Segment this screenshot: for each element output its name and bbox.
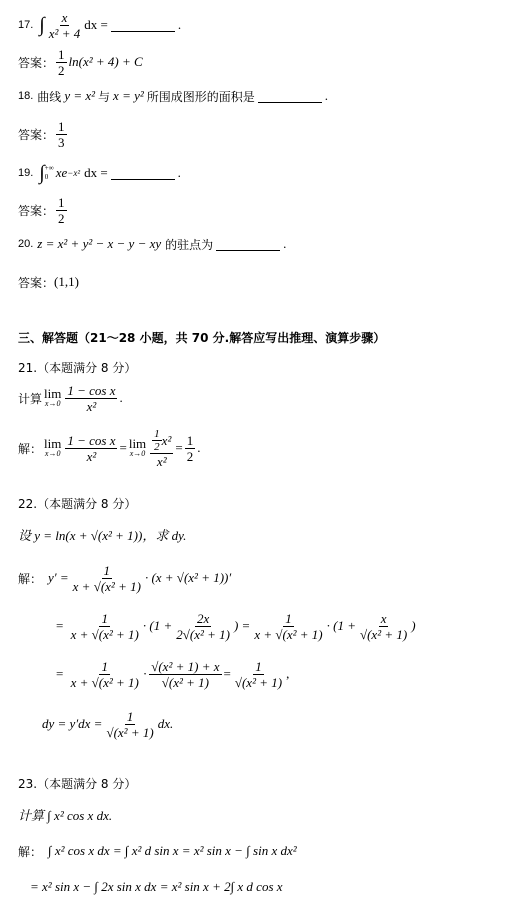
q17-blank	[111, 19, 175, 32]
q19-answer: 答案： $\frac{1}{2}$	[18, 194, 65, 226]
q23-line1: 解： ∫ x² cos x dx = ∫ x² d sin x = x² sin x − ∫ sin x dx²	[18, 843, 297, 859]
q18-answer: 答案： $\frac{1}{3}$	[18, 118, 65, 150]
q17-answer-label: 答案：	[18, 55, 55, 70]
q17-answer-coef: $\frac{1}{2}$	[58, 46, 65, 78]
q21-mid-frac: $\frac{1}{2}$ x² x²	[150, 428, 173, 469]
q22-line1: 解： y′ = $\frac{1}{\text{x + √(x² + 1)}}$ · (x + √(x² + 1))′	[18, 562, 232, 594]
q21-limit: lim x→0	[44, 386, 62, 408]
q22-header: 22.（本题满分 8 分）	[18, 496, 137, 511]
q21-prompt: 计算 lim x→0 $\frac{\text{1 − cos x}}{\text{x²}}$ .	[18, 382, 123, 414]
q17-answer	[18, 46, 143, 78]
integral-sign-icon: ∫	[39, 162, 45, 184]
q17-answer-rest: ln(x² + 4) + C	[68, 54, 143, 69]
q19-question: 19. ∫ +∞ 0 xe −x² dx = .	[18, 162, 181, 184]
q18-answer-frac: $\frac{1}{3}$	[58, 118, 65, 150]
q21-prompt-frac: $\frac{\text{1 − cos x}}{\text{x²}}$	[67, 382, 116, 414]
section3-title: 三、解答题（21～28 小题，共 70 分.解答应写出推理、演算步骤）	[18, 330, 386, 345]
q19-answer-frac: $\frac{1}{2}$	[58, 194, 65, 226]
q18-number: 18.	[18, 90, 34, 102]
q22-line3: = $\frac{1}{\text{x + √(x² + 1)}}$ · $\frac{\text{√(x² + 1) + x}}{\text{√(x² + 1)}}$ = $\frac{1}{\text{√(x² + 1)}}$ ,	[56, 658, 290, 690]
integral-sign-icon: ∫	[39, 14, 45, 36]
q20-question: 20. z = x² + y² − x − y − xy 的驻点为 .	[18, 236, 287, 252]
q21-solution: 解： lim x→0 $\frac{\text{1 − cos x}}{\text{x²}}$ = lim x→0 $\frac{1}{2}$ x² x² = $\frac{1}{2}$ .	[18, 427, 201, 469]
q17-integrand: $\frac{x}{\text{x² + 4}}$	[48, 9, 81, 41]
q23-header: 23.（本题满分 8 分）	[18, 776, 137, 791]
q19-blank	[111, 167, 175, 180]
q20-blank	[216, 238, 280, 251]
q23-line2: = x² sin x − ∫ 2x sin x dx = x² sin x + 2∫ x d cos x	[30, 879, 283, 894]
q22-line2: = $\frac{1}{\text{x + √(x² + 1)}}$ · (1 + $\frac{2x}{\text{2√(x² + 1)}}$ ) = $\frac{1}{\text{x + √(x² + 1)}}$ · (1 + $\frac{x}{\text{√(x² + 1)}}$ )	[56, 610, 416, 642]
q21-header: 21.（本题满分 8 分）	[18, 360, 137, 375]
q17-tail: dx =	[84, 17, 108, 32]
q17-number: 17.	[18, 19, 34, 31]
q18-question: 18. 曲线 y = x² 与 x = y² 所围成图形的面积是 .	[18, 88, 329, 104]
q17-question: 17. ∫ $\frac{x}{\text{x² + 4}}$ dx = .	[18, 9, 182, 41]
q21-result: $\frac{1}{2}$	[186, 432, 194, 464]
q23-prompt: 计算 ∫ x² cos x dx.	[18, 807, 113, 823]
q20-answer: 答案： (1,1)	[18, 274, 79, 290]
q22-line4: dy = y′dx = $\frac{1}{\text{√(x² + 1)}}$ dx.	[42, 708, 174, 740]
q22-prompt: 设 y = ln(x + √(x² + 1))，求 dy.	[18, 527, 187, 543]
q18-blank	[258, 90, 322, 103]
